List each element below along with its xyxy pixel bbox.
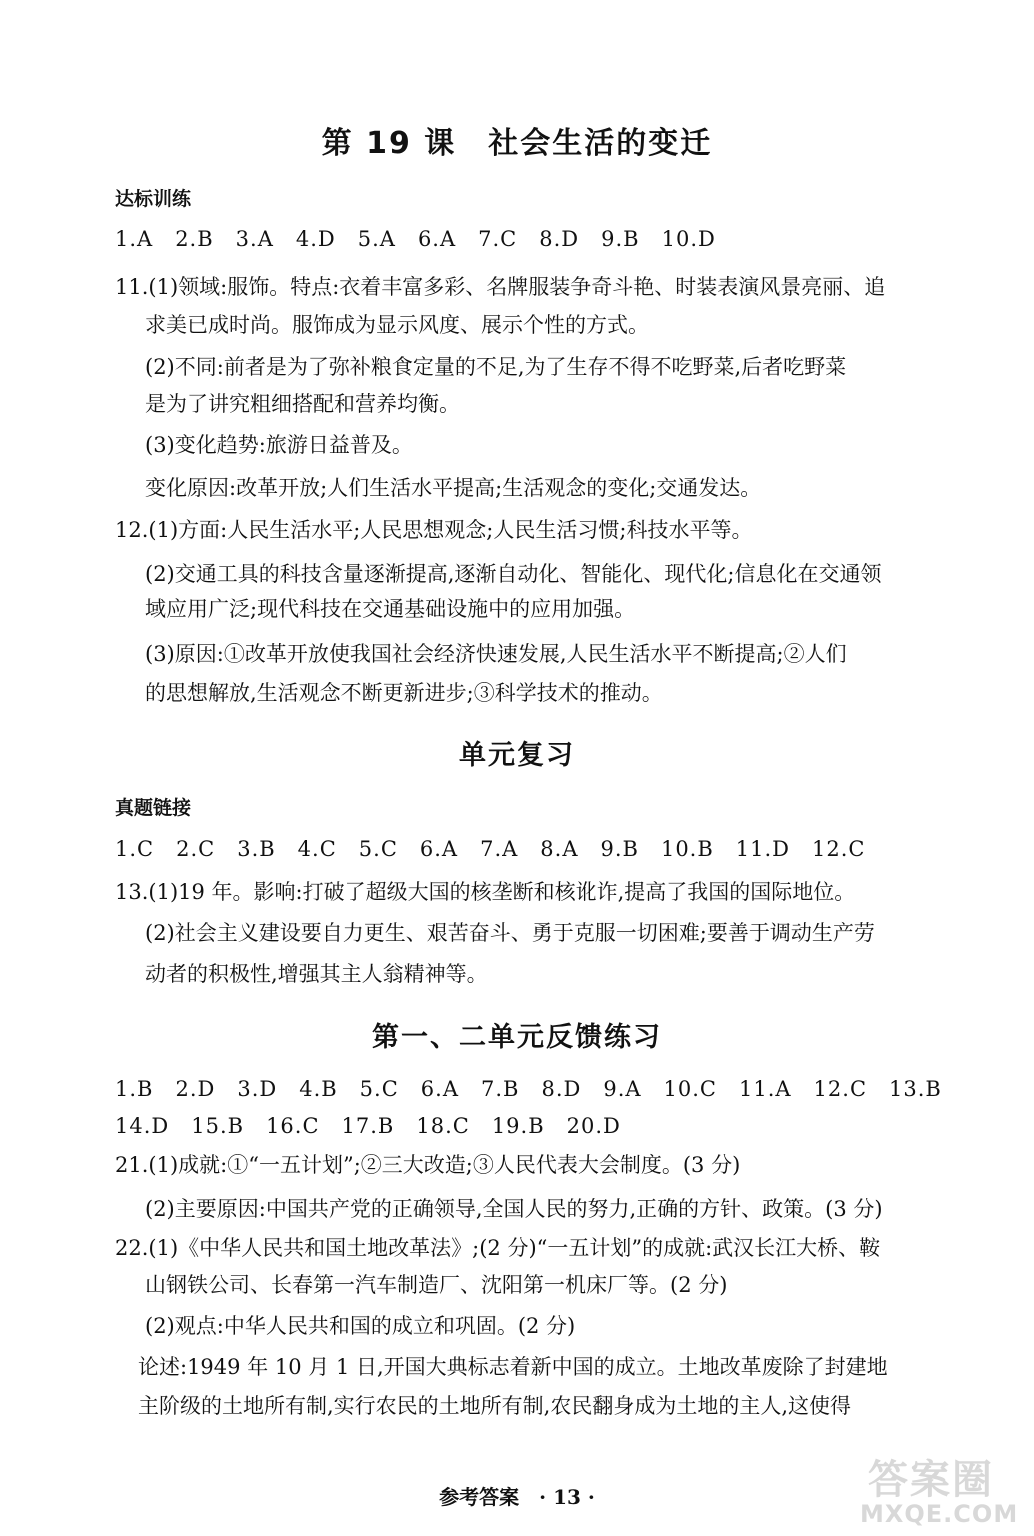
feedback-practice-title: 第一、二单元反馈练习 <box>372 1022 662 1053</box>
answer-line: (3)原因:①改革开放使我国社会经济快速发展,人民生活水平不断提高;②人们 <box>145 642 847 666</box>
answer-line: (2)交通工具的科技含量逐渐提高,逐渐自动化、智能化、现代化;信息化在交通领 <box>145 562 882 586</box>
answer-line: 11.(1)领域:服饰。特点:衣着丰富多彩、名牌服装争奇斗艳、时装表演风景亮丽、追 <box>115 275 886 299</box>
page-footer: 参考答案 · 13 · <box>439 1485 595 1509</box>
answer-line: 13.(1)19 年。影响:打破了超级大国的核垄断和核讹诈,提高了我国的国际地位。 <box>115 880 856 904</box>
answer-line: 变化原因:改革开放;人们生活水平提高;生活观念的变化;交通发达。 <box>145 476 762 500</box>
answer-line: (2)不同:前者是为了弥补粮食定量的不足,为了生存不得不吃野菜,后者吃野菜 <box>145 355 847 379</box>
answer-line: 是为了讲究粗细搭配和营养均衡。 <box>145 392 460 416</box>
choice-answers: 1.C 2.C 3.B 4.C 5.C 6.A 7.A 8.A 9.B 10.B 11.D 12.C <box>115 837 866 861</box>
choice-answers: 1.B 2.D 3.D 4.B 5.C 6.A 7.B 8.D 9.A 10.C 11.A 12.C 13.B <box>115 1077 942 1101</box>
answer-line: (2)社会主义建设要自力更生、艰苦奋斗、勇于克服一切困难;要善于调动生产劳 <box>145 921 875 945</box>
answer-line: (2)主要原因:中国共产党的正确领导,全国人民的努力,正确的方针、政策。(3 分) <box>145 1197 883 1221</box>
watermark-logo: 答案圈 <box>868 1457 994 1503</box>
unit-review-title: 单元复习 <box>459 740 575 771</box>
section-heading-real-questions: 真题链接 <box>115 797 192 819</box>
answer-line: (3)变化趋势:旅游日益普及。 <box>145 433 413 457</box>
choice-answers: 1.A 2.B 3.A 4.D 5.A 6.A 7.C 8.D 9.B 10.D <box>115 227 716 251</box>
answer-line: 主阶级的土地所有制,实行农民的土地所有制,农民翻身成为土地的主人,这使得 <box>138 1394 852 1418</box>
answer-line: 22.(1)《中华人民共和国土地改革法》;(2 分)“一五计划”的成就:武汉长江大桥、鞍 <box>115 1236 881 1260</box>
answer-line: 动者的积极性,增强其主人翁精神等。 <box>145 962 488 986</box>
answer-line: 山钢铁公司、长春第一汽车制造厂、沈阳第一机床厂等。(2 分) <box>145 1273 728 1297</box>
choice-answers: 14.D 15.B 16.C 17.B 18.C 19.B 20.D <box>115 1114 621 1138</box>
answer-line: 域应用广泛;现代科技在交通基础设施中的应用加强。 <box>145 597 636 621</box>
watermark-url: MXQE.COM <box>860 1500 1019 1528</box>
answer-line: 的思想解放,生活观念不断更新进步;③科学技术的推动。 <box>145 681 663 705</box>
answer-line: (2)观点:中华人民共和国的成立和巩固。(2 分) <box>145 1314 576 1338</box>
lesson-title: 第 19 课 社会生活的变迁 <box>321 126 713 161</box>
watermark <box>860 1448 1025 1532</box>
answer-line: 求美已成时尚。服饰成为显示风度、展示个性的方式。 <box>145 313 649 337</box>
answer-line: 12.(1)方面:人民生活水平;人民思想观念;人民生活习惯;科技水平等。 <box>115 518 753 542</box>
answer-line: 论述:1949 年 10 月 1 日,开国大典标志着新中国的成立。土地改革废除了封建地 <box>138 1355 888 1379</box>
section-heading-practice: 达标训练 <box>115 188 192 210</box>
answer-line: 21.(1)成就:①“一五计划”;②三大改造;③人民代表大会制度。(3 分) <box>115 1153 741 1177</box>
